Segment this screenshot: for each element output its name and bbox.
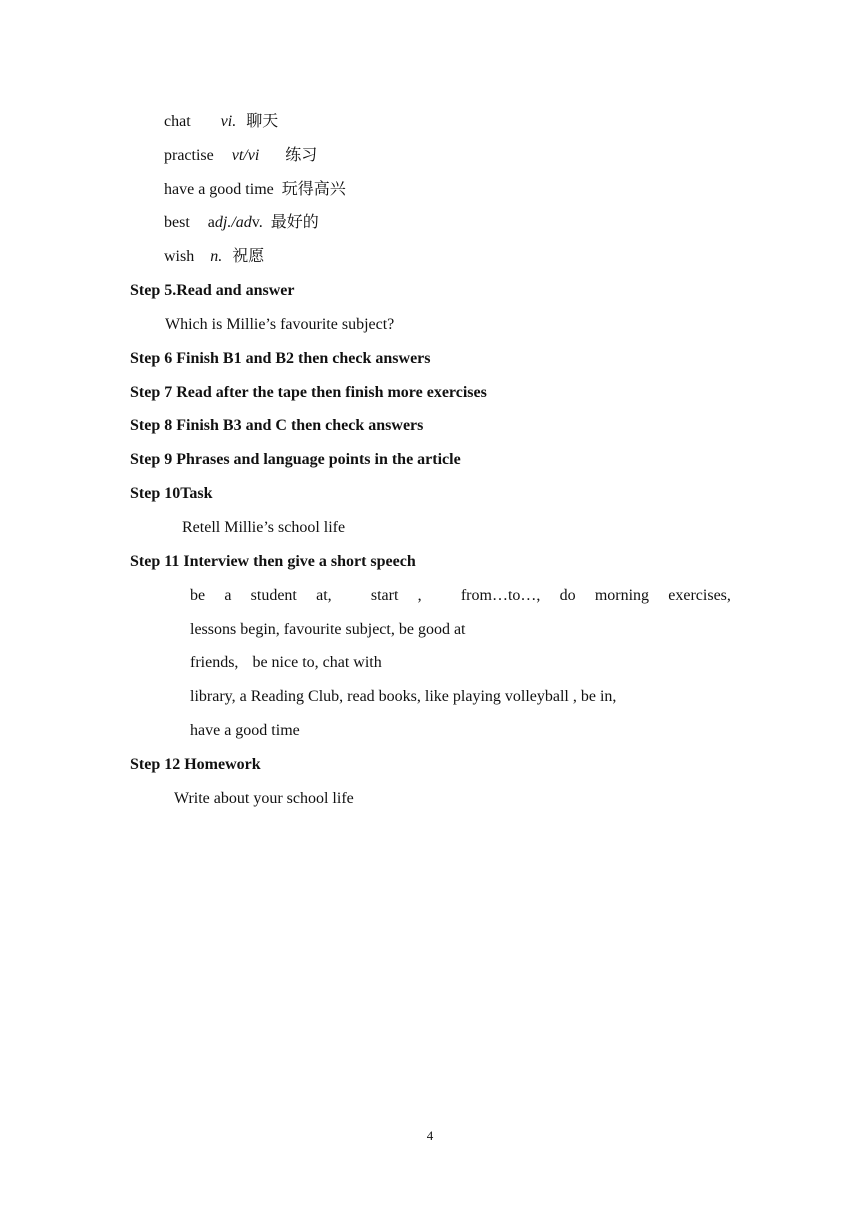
vocab-word: practise xyxy=(164,147,214,164)
word: a xyxy=(224,587,232,604)
step-5-question: Which is Millie’s favourite subject? xyxy=(165,316,395,333)
step-11-line-5: have a good time xyxy=(190,722,300,739)
word: friends, xyxy=(190,654,239,671)
vocab-meaning: 玩得高兴 xyxy=(281,181,346,198)
step-10-heading: Step 10Task xyxy=(130,485,213,502)
vocab-word: chat xyxy=(164,113,191,130)
vocab-meaning: 最好的 xyxy=(270,214,319,231)
step-12-heading: Step 12 Homework xyxy=(130,756,261,773)
word: at, xyxy=(316,587,332,604)
word: do xyxy=(559,587,576,604)
vocab-pos: vi. xyxy=(220,113,237,130)
vocab-pos: a xyxy=(207,214,215,231)
page-number: 4 xyxy=(426,1128,434,1143)
step-6-heading: Step 6 Finish B1 and B2 then check answers xyxy=(130,350,431,367)
vocab-wish xyxy=(164,247,264,267)
phrase: be nice to, chat with xyxy=(252,654,382,671)
word: from…to…, xyxy=(460,587,541,604)
vocab-word: best xyxy=(164,214,190,231)
vocab-pos: vt/vi xyxy=(231,147,260,164)
vocab-meaning: 祝愿 xyxy=(232,248,265,265)
vocab-best xyxy=(164,213,319,233)
step-5-heading: Step 5.Read and answer xyxy=(130,282,295,299)
vocab-pos: v. xyxy=(251,214,263,231)
vocab-meaning: 练习 xyxy=(285,147,318,164)
vocab-meaning: 聊天 xyxy=(246,113,279,130)
step-11-line-1 xyxy=(190,586,731,606)
step-11-line-2: lessons begin, favourite subject, be good at xyxy=(190,621,466,638)
word: be xyxy=(190,587,206,604)
word: , xyxy=(417,587,422,604)
vocab-have-a-good-time xyxy=(164,180,346,200)
word: morning xyxy=(594,587,650,604)
step-12-text: Write about your school life xyxy=(174,790,354,807)
step-11-line-4: library, a Reading Club, read books, like playing volleyball , be in, xyxy=(190,688,617,705)
word: start xyxy=(370,587,399,604)
vocab-pos: dj./ad xyxy=(214,214,252,231)
vocab-word: have a good time xyxy=(164,181,274,198)
step-7-heading: Step 7 Read after the tape then finish more exercises xyxy=(130,384,487,401)
word: student xyxy=(250,587,297,604)
word: exercises, xyxy=(668,587,731,604)
step-9-heading: Step 9 Phrases and language points in the article xyxy=(130,451,461,468)
vocab-practise xyxy=(164,146,317,166)
step-8-heading: Step 8 Finish B3 and C then check answers xyxy=(130,417,424,434)
vocab-pos: n. xyxy=(210,248,223,265)
step-10-text: Retell Millie’s school life xyxy=(182,519,346,536)
step-11-line-3 xyxy=(190,653,382,673)
vocab-chat xyxy=(164,112,278,132)
step-11-heading: Step 11 Interview then give a short speech xyxy=(130,553,416,570)
vocab-word: wish xyxy=(164,248,195,265)
